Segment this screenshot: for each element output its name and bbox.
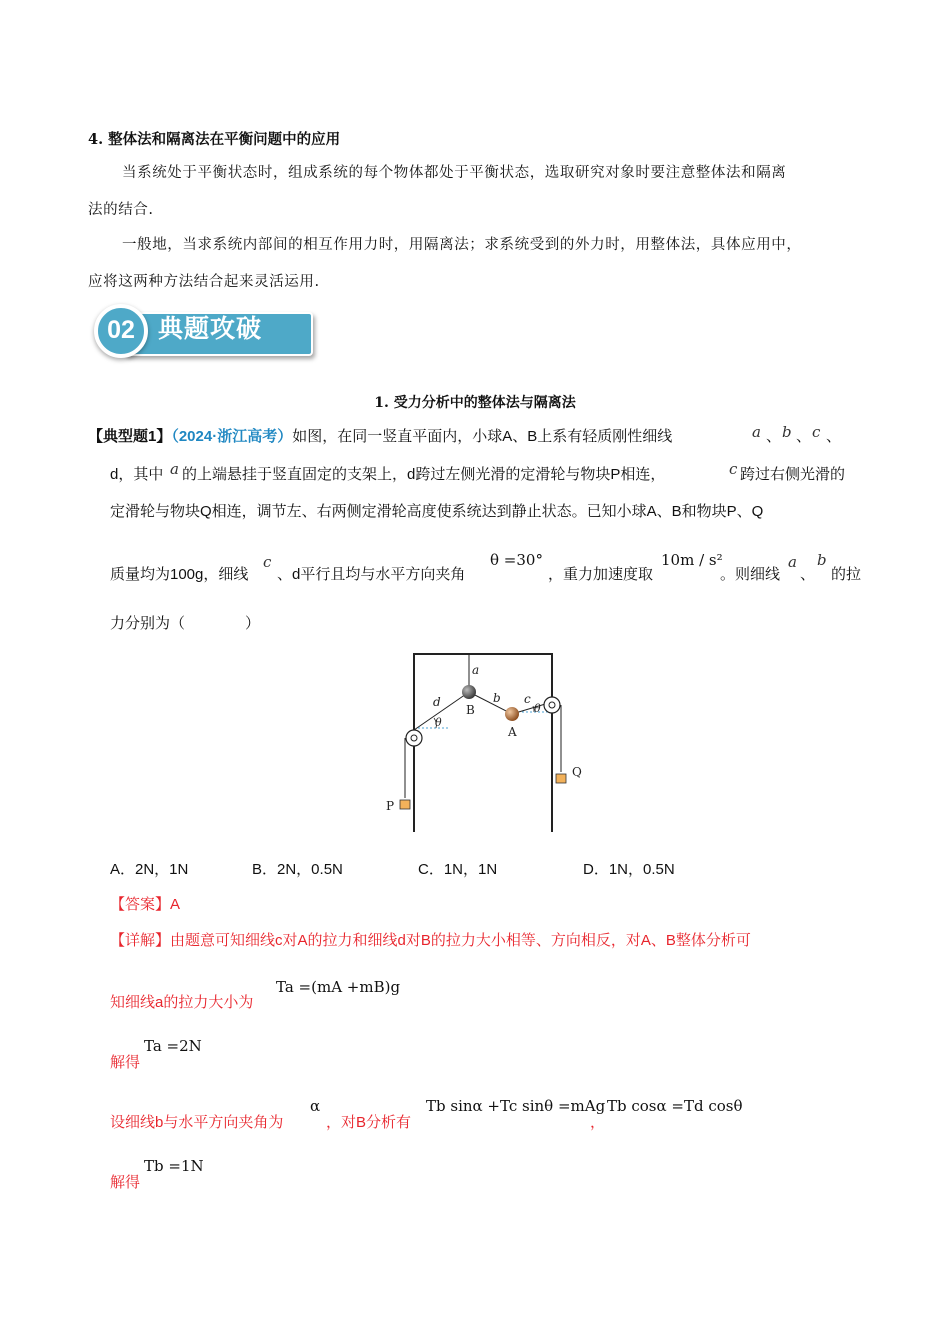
option-c: C．1N，1N xyxy=(418,861,498,878)
var-b: b xyxy=(817,551,827,569)
question-text: 质量均为100g，细线 xyxy=(110,566,249,583)
label-a: a xyxy=(472,663,480,677)
answer-label: 【答案】A xyxy=(110,896,181,913)
block-P xyxy=(400,800,410,809)
solve-label: 解得 xyxy=(110,1174,141,1191)
var-b: b xyxy=(782,423,792,441)
var-a: a xyxy=(752,423,761,441)
question-tag: 【典型题1】 xyxy=(88,428,172,445)
label-A: A xyxy=(508,725,517,739)
var-c: c xyxy=(263,553,272,571)
separator: 、 xyxy=(796,428,812,445)
var-c: c xyxy=(729,460,738,478)
section-heading: 4. 整体法和隔离法在平衡问题中的应用 xyxy=(88,131,341,148)
label-c: c xyxy=(524,692,531,706)
answer-detail: 设细线b与水平方向夹角为 xyxy=(110,1114,284,1131)
pulley-diagram xyxy=(376,650,596,840)
question-text: 力分别为（ ） xyxy=(110,615,261,632)
equation-horizontal: Tb cosα =Td cosθ xyxy=(607,1097,743,1115)
answer-detail: 知细线a的拉力大小为 xyxy=(110,994,254,1011)
var-a: a xyxy=(170,460,179,478)
separator: 、 xyxy=(766,428,782,445)
option-d: D．1N，0.5N xyxy=(583,861,675,878)
comma: ， xyxy=(590,1114,606,1131)
question-source: （2024·浙江高考） xyxy=(171,428,293,445)
left-pulley xyxy=(406,730,422,746)
question-text: 如图，在同一竖直平面内，小球A、B上系有轻质刚性细线 xyxy=(292,428,673,445)
support-frame xyxy=(414,654,552,832)
solve-label: 解得 xyxy=(110,1054,141,1071)
ball-B xyxy=(462,685,476,699)
equation-ta-result: Ta =2N xyxy=(144,1037,202,1055)
topic-title: 1. 受力分析中的整体法与隔离法 xyxy=(374,395,576,411)
separator: 、 xyxy=(826,428,842,445)
question-text: 的拉 xyxy=(831,566,862,583)
paragraph-line: 法的结合. xyxy=(88,202,154,218)
var-a: a xyxy=(788,553,797,571)
paragraph-line: 当系统处于平衡状态时，组成系统的每个物体都处于平衡状态，选取研究对象时要注意整体法和隔离 xyxy=(122,165,787,181)
equation-tension-a: Ta =(mA +mB)g xyxy=(276,978,401,996)
question-text: 。则细线 xyxy=(720,566,781,583)
label-theta-left: θ xyxy=(435,716,442,729)
string-b xyxy=(469,692,512,714)
option-a: A．2N，1N xyxy=(110,861,189,878)
question-text: d，其中 xyxy=(110,466,164,483)
option-b: B．2N，0.5N xyxy=(252,861,343,878)
theta-equation: θ =30° xyxy=(490,551,543,569)
equation-tb-result: Tb =1N xyxy=(144,1157,204,1175)
ball-A xyxy=(505,707,519,721)
paragraph-line: 应将这两种方法结合起来灵活运用. xyxy=(88,274,320,290)
label-P: P xyxy=(386,799,395,813)
label-d: d xyxy=(433,695,441,709)
section-badge-label: 典题攻破 xyxy=(158,315,263,343)
question-text: ，重力加速度取 xyxy=(548,566,654,583)
section-number-badge: 02 xyxy=(94,304,148,358)
block-Q xyxy=(556,774,566,783)
paragraph-line: 一般地，当求系统内部间的相互作用力时，用隔离法；求系统受到的外力时，用整体法，具体应用中， xyxy=(122,237,802,253)
answer-detail: 【详解】由题意可知细线c对A的拉力和细线d对B的拉力大小相等、方向相反，对A、B整体分析可 xyxy=(110,932,751,949)
right-pulley xyxy=(544,697,560,713)
question-text: 、d平行且均与水平方向夹角 xyxy=(277,566,466,583)
label-b: b xyxy=(493,691,501,705)
alpha-symbol: α xyxy=(310,1097,321,1115)
question-text: 跨过右侧光滑的 xyxy=(740,466,846,483)
answer-detail: ，对B分析有 xyxy=(326,1114,412,1131)
separator: 、 xyxy=(800,566,816,583)
label-theta-right: θ xyxy=(534,702,541,715)
question-text: 的上端悬挂于竖直固定的支架上，d跨过左侧光滑的定滑轮与物块P相连， xyxy=(182,466,666,483)
equation-vertical: Tb sinα +Tc sinθ =mAg xyxy=(426,1097,606,1115)
g-value: 10m / s² xyxy=(661,551,723,569)
question-text: 定滑轮与物块Q相连，调节左、右两侧定滑轮高度使系统达到静止状态。已知小球A、B和物块P、Q xyxy=(110,503,764,520)
label-B: B xyxy=(466,703,475,717)
label-Q: Q xyxy=(572,765,582,779)
question-line-1 xyxy=(88,427,672,447)
var-c: c xyxy=(812,423,821,441)
